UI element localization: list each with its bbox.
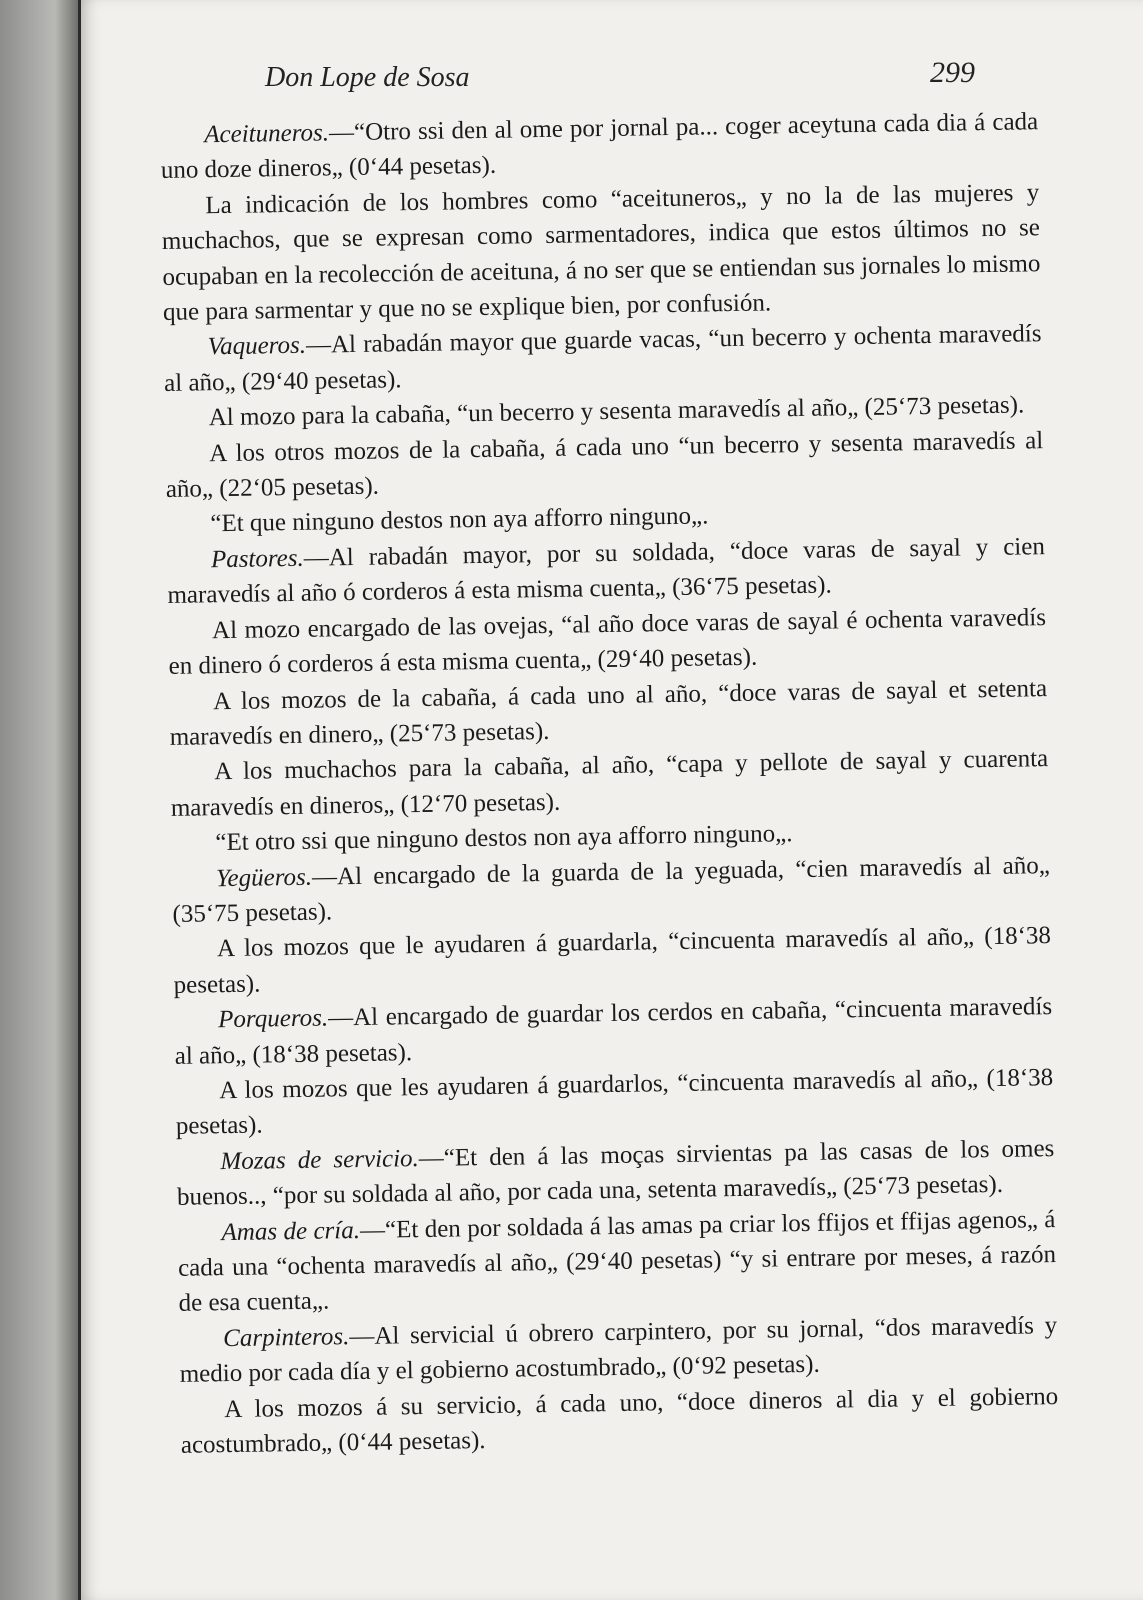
gutter-line [78, 0, 81, 1600]
paragraph-lead: Vaqueros. [207, 332, 307, 361]
paragraph-text: A los mozos que les ayudaren á guardarlos, “cincuenta maravedís al año„ (18‘38 pesetas). [175, 1064, 1054, 1141]
paragraph-lead: Yegüeros. [215, 863, 313, 892]
paragraph-text: Al mozo encargado de las ovejas, “al año doce varas de sayal é ochenta varavedís en dinero ó corderos á esta misma cuenta„ (29‘40 pesetas). [168, 603, 1047, 681]
paragraph-text: A los otros mozos de la cabaña, á cada uno “un becerro y sesenta maravedís al año„ (22‘05 pesetas). [165, 426, 1044, 504]
running-head: Don Lope de Sosa [265, 62, 470, 93]
paragraph-lead: Pastores. [210, 544, 304, 574]
paragraph-text: A los mozos de la cabaña, á cada uno al año, “doce varas de sayal et setenta maravedís en dinero„ (25‘73 pesetas). [169, 674, 1048, 751]
paragraph-text: —Al encargado de la guarda de la yeguada, “cien maravedís al año„ (35‘75 pesetas). [172, 851, 1051, 928]
paragraph-lead: Amas de cría. [221, 1216, 361, 1246]
paragraph-text: —Al rabadán mayor, por su soldada, “doce varas de sayal y cien maravedís al año ó corderos á esta misma cuenta„ (36‘75 pesetas). [167, 533, 1046, 610]
paragraph-text: A los mozos que le ayudaren á guardarla, “cincuenta maravedís al año„ (18‘38 pesetas). [173, 922, 1052, 999]
book-spine-shadow [0, 0, 78, 1600]
paragraph-text: —“Otro ssi den al ome por jornal pa... coger aceytuna cada dia á cada uno doze dineros„ (0‘44 pesetas). [160, 108, 1039, 185]
paragraph-text: Al mozo para la cabaña, “un becerro y sesenta maravedís al año„ (25‘73 pesetas). [208, 391, 1025, 432]
page-number: 299 [930, 56, 975, 89]
paragraph-text: A los mozos á su servicio, á cada uno, “doce dineros al dia y el gobierno acostumbrado„ (0‘44 pesetas). [180, 1382, 1059, 1459]
paragraph-text: La indicación de los hombres como “aceituneros„ y no la de las mujeres y muchachos, que se expresan como sarmentadores, indica que estos últimos no se ocupaban en la recolección de aceituna, á no ser que se entiendan sus jornales lo mismo que para sarmentar y que no se explique bien, por confusión. [161, 179, 1041, 327]
paragraph-text: —“Et den á las moças sirvientas pa las casas de los omes buenos.., “por su soldada al año, por cada una, setenta maravedís„ (25‘73 pesetas). [176, 1134, 1055, 1212]
paragraph-lead: Aceituneros. [204, 119, 330, 149]
paragraph-text: “Et otro ssi que ninguno destos non aya afforro ninguno„. [215, 820, 793, 857]
paragraph [180, 1379, 1059, 1464]
body-text [160, 104, 1059, 1463]
paragraph-lead: Mozas de servicio. [220, 1144, 420, 1175]
page-header [265, 56, 975, 102]
paragraph [161, 175, 1041, 330]
paragraph-lead: Carpinteros. [222, 1322, 350, 1352]
paragraph-text: —Al servicial ú obrero carpintero, por su jornal, “dos maravedís y medio por cada día y el gobierno acostumbrado„ (0‘92 pesetas). [179, 1311, 1058, 1389]
paragraph [177, 1202, 1057, 1322]
paragraph-text: A los muchachos para la cabaña, al año, “capa y pellote de sayal y cuarenta maravedís en dineros„ (12‘70 pesetas). [170, 745, 1049, 822]
paragraph-text: —Al encargado de guardar los cerdos en cabaña, “cincuenta maravedís al año„ (18‘38 pesetas). [174, 993, 1053, 1070]
paragraph-text: “Et que ninguno destos non aya afforro ninguno„. [210, 502, 709, 538]
paragraph-text: —“Et den por soldada á las amas pa criar los ffijos et ffijas agenos„ á cada una “ochenta maravedís al año„ (29‘40 pesetas) “y si entrare por meses, á razón de esa cuenta„. [177, 1205, 1057, 1318]
paragraph-lead: Porqueros. [217, 1004, 329, 1034]
paragraph-text: —Al rabadán mayor que guarde vacas, “un becerro y ochenta maravedís al año„ (29‘40 pesetas). [163, 320, 1042, 397]
paragraph [176, 1131, 1055, 1216]
